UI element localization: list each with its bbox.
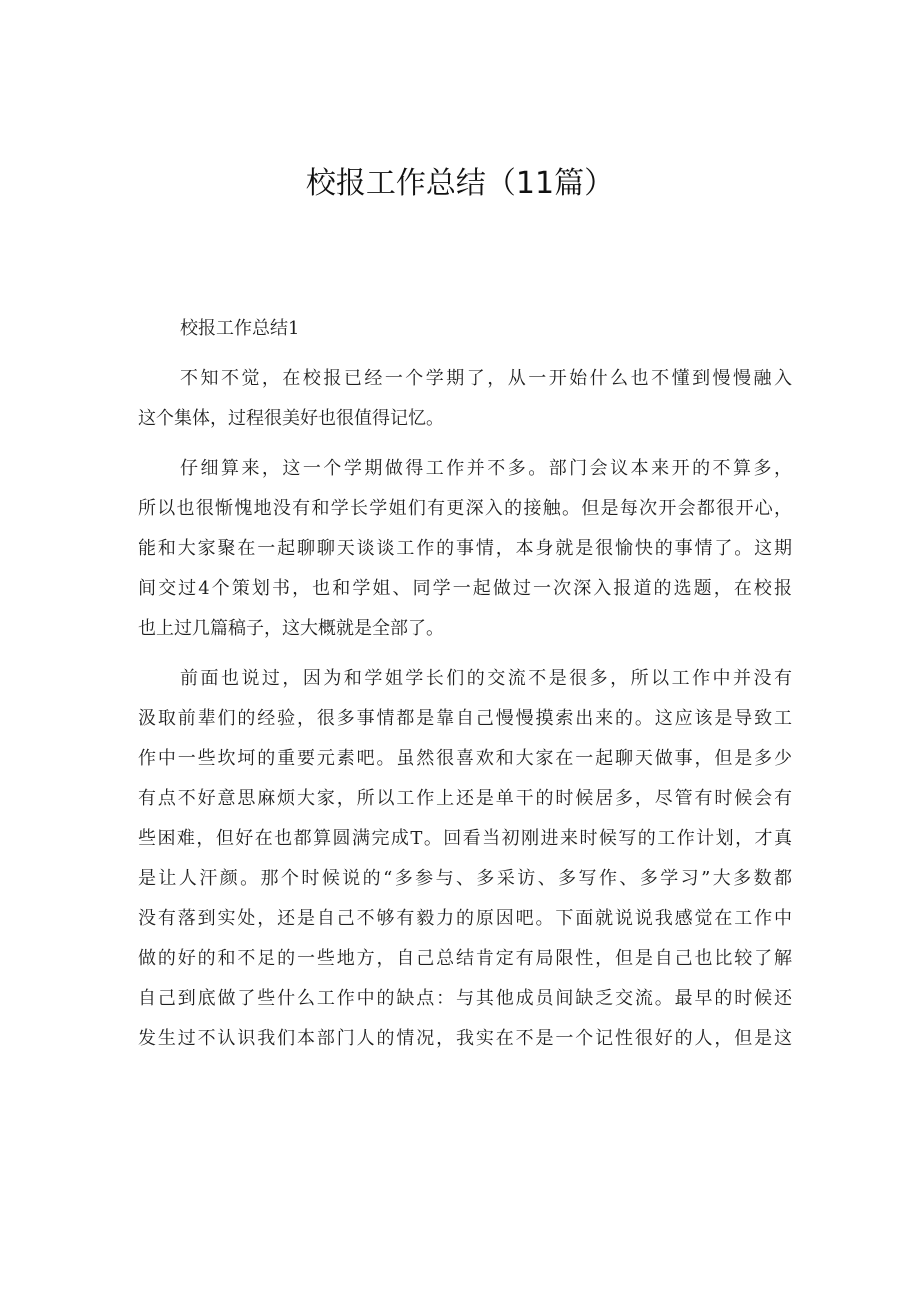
paragraph-2 [138,449,792,649]
paragraph-line: 做的好的和不足的一些地方，自己总结肯定有局限性，但是自己也比较了解 [138,948,792,969]
paragraph-line: 能和大家聚在一起聊聊天谈谈工作的事情，本身就是很愉快的事情了。这期 [138,538,792,559]
paragraph-line: 自己到底做了些什么工作中的缺点：与其他成员间缺乏交流。最早的时候还 [138,988,792,1009]
paragraph-line: 不知不觉，在校报已经一个学期了，从一开始什么也不懂到慢慢融入 [180,368,792,389]
section-heading: 校报工作总结1 [180,318,300,339]
paragraph-line: 发生过不认识我们本部门人的情况，我实在不是一个记性很好的人，但是这 [138,1028,792,1049]
paragraph-line: 作中一些坎坷的重要元素吧。虽然很喜欢和大家在一起聊天做事，但是多少 [138,748,792,769]
paragraph-line: 间交过4个策划书，也和学姐、同学一起做过一次深入报道的选题，在校报 [138,578,792,599]
paragraph-1 [138,359,792,439]
paragraph-line: 也上过几篇稿子，这大概就是全部了。 [138,618,444,639]
paragraph-3 [138,659,792,1059]
paragraph-line: 汲取前辈们的经验，很多事情都是靠自己慢慢摸索出来的。这应该是导致工 [138,708,792,729]
paragraph-line: 前面也说过，因为和学姐学长们的交流不是很多，所以工作中并没有 [180,668,792,689]
paragraph-line: 所以也很惭愧地没有和学长学姐们有更深入的接触。但是每次开会都很开心， [138,498,792,519]
document-body [138,309,792,1059]
paragraph-line: 有点不好意思麻烦大家，所以工作上还是单干的时候居多，尽管有时候会有 [138,788,792,809]
document-title: 校报工作总结（11篇） [305,166,615,201]
paragraph-line: 没有落到实处，还是自己不够有毅力的原因吧。下面就说说我感觉在工作中 [138,908,792,929]
paragraph-line: 仔细算来，这一个学期做得工作并不多。部门会议本来开的不算多， [180,458,792,479]
paragraph-line: 是让人汗颜。那个时候说的“多参与、多采访、多写作、多学习”大多数都 [138,868,792,889]
paragraph-line: 些困难，但好在也都算圆满完成T。回看当初刚进来时候写的工作计划，才真 [138,828,792,849]
paragraph-line: 这个集体，过程很美好也很值得记忆。 [138,408,444,429]
